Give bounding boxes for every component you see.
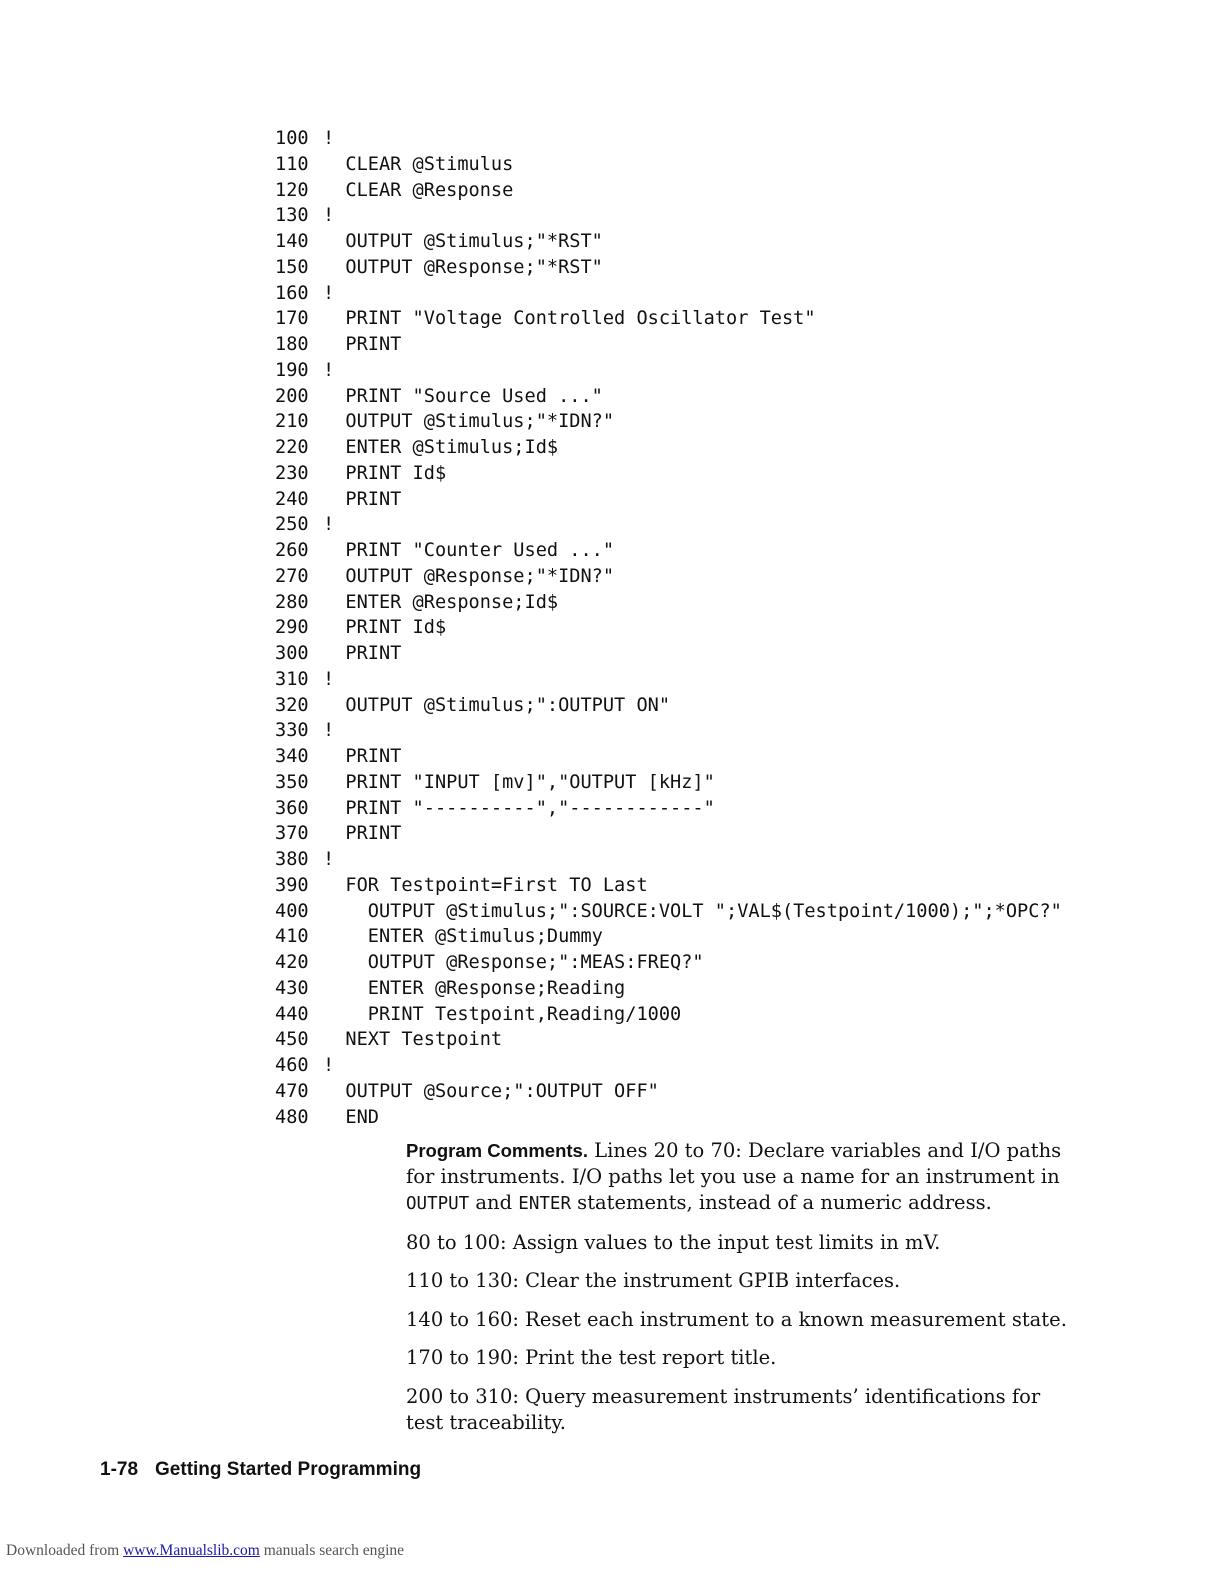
code-statement: ENTER @Response;Reading [323,977,626,999]
code-statement: ! [323,1055,335,1076]
code-statement: ! [323,205,335,227]
code-statement: PRINT "Counter Used ..." [323,540,615,561]
line-number: 300 [275,643,309,664]
line-number: 240 [275,488,309,510]
comment-keyword: OUTPUT [406,1194,470,1214]
code-statement: NEXT Testpoint [323,1029,503,1051]
line-number: 400 [275,900,309,922]
line-number: 330 [275,720,309,742]
code-line [275,306,1175,332]
code-line [275,641,1175,667]
code-line [275,1105,1175,1131]
line-number: 450 [275,1029,309,1051]
code-line [275,590,1175,616]
code-line [275,693,1175,719]
code-line [275,281,1175,307]
code-line [275,1002,1175,1028]
line-number: 340 [275,746,309,767]
code-line [275,924,1175,950]
comment-text: statements, instead of a numeric address. [570,1191,992,1214]
code-line [275,358,1175,384]
line-number: 460 [275,1055,309,1076]
comment-keyword: ENTER [518,1194,571,1214]
code-statement: FOR Testpoint=First TO Last [323,874,648,896]
code-statement: PRINT "Voltage Controlled Oscillator Test" [323,308,816,330]
code-line [275,796,1175,822]
line-number: 220 [275,437,309,458]
line-number: 370 [275,823,309,845]
code-statement: OUTPUT @Response;"*IDN?" [323,565,615,587]
line-number: 260 [275,540,309,561]
code-statement: ENTER @Stimulus;Id$ [323,437,559,458]
code-statement: PRINT [323,823,402,845]
line-number: 160 [275,282,309,304]
line-number: 350 [275,771,309,793]
code-line [275,487,1175,513]
code-statement: PRINT "Source Used ..." [323,385,603,407]
code-line [275,126,1175,152]
line-number: 470 [275,1080,309,1102]
download-prefix: Downloaded from [6,1542,124,1559]
code-statement: PRINT Id$ [323,617,447,639]
comment-text: Lines 20 to 70: Declare variables and I/O paths for instruments. I/O paths let you use a name for an instrument in [406,1139,1062,1188]
line-number: 100 [275,128,309,149]
code-line [275,255,1175,281]
code-line [275,203,1175,229]
comment-item: 110 to 130: Clear the instrument GPIB interfaces. [406,1269,901,1292]
code-statement: PRINT "INPUT [mv]","OUTPUT [kHz]" [323,771,715,793]
code-line [275,821,1175,847]
code-statement: ! [323,359,335,381]
comment-item: 170 to 190: Print the test report title. [406,1346,777,1369]
code-line [275,384,1175,410]
code-statement: ! [323,720,335,742]
code-line [275,512,1175,538]
code-line [275,744,1175,770]
manualslib-link[interactable]: www.Manualslib.com [123,1542,260,1559]
program-listing [275,126,1175,1130]
code-statement: OUTPUT @Stimulus;":SOURCE:VOLT ";VAL$(Testpoint/1000);";*OPC?" [323,900,1062,922]
code-statement: ENTER @Response;Id$ [323,591,559,613]
code-line [275,1027,1175,1053]
code-line [275,1053,1175,1079]
line-number: 360 [275,797,309,819]
line-number: 190 [275,359,309,381]
line-number: 170 [275,308,309,330]
line-number: 290 [275,617,309,639]
download-note [6,1542,404,1560]
comment-text: and [469,1191,519,1214]
code-statement: PRINT Testpoint,Reading/1000 [323,1003,682,1025]
code-line [275,976,1175,1002]
line-number: 130 [275,205,309,227]
comment-item: 140 to 160: Reset each instrument to a known measurement state. [406,1307,1067,1331]
line-number: 310 [275,668,309,690]
code-statement: CLEAR @Response [323,179,514,201]
comment-item: 200 to 310: Query measurement instruments’ identifications for test traceability. [406,1384,1041,1434]
code-statement: OUTPUT @Response;":MEAS:FREQ?" [323,952,704,973]
code-line [275,435,1175,461]
line-number: 270 [275,565,309,587]
code-line [275,950,1175,976]
section-title: Getting Started Programming [155,1459,422,1480]
code-statement: CLEAR @Stimulus [323,153,514,175]
code-line [275,847,1175,873]
comment-intro [406,1138,1076,1217]
line-number: 380 [275,849,309,870]
program-comments [406,1138,1076,1448]
code-line [275,667,1175,693]
line-number: 280 [275,591,309,613]
code-line [275,873,1175,899]
code-line [275,332,1175,358]
code-statement: PRINT [323,334,402,355]
code-statement: PRINT [323,643,402,664]
line-number: 390 [275,874,309,896]
code-statement: OUTPUT @Response;"*RST" [323,256,603,278]
code-line [275,1079,1175,1105]
code-line [275,538,1175,564]
code-statement: ! [323,668,335,690]
code-statement: ! [323,282,335,304]
comment-heading: Program Comments. [406,1140,588,1161]
line-number: 210 [275,411,309,433]
code-line [275,899,1175,925]
line-number: 320 [275,694,309,716]
line-number: 250 [275,514,309,536]
code-line [275,152,1175,178]
line-number: 410 [275,926,309,948]
line-number: 150 [275,256,309,278]
code-line [275,770,1175,796]
code-statement: PRINT Id$ [323,462,447,484]
code-statement: ENTER @Stimulus;Dummy [323,926,603,948]
code-statement: ! [323,849,335,870]
download-suffix: manuals search engine [259,1542,405,1559]
comment-item: 80 to 100: Assign values to the input test limits in mV. [406,1230,941,1254]
code-statement: END [323,1106,379,1128]
code-statement: OUTPUT @Stimulus;":OUTPUT ON" [323,694,671,716]
code-line [275,615,1175,641]
line-number: 480 [275,1106,309,1128]
page-number: 1-78 [100,1459,139,1480]
code-line [275,409,1175,435]
code-statement: PRINT "----------","------------" [323,797,715,819]
line-number: 110 [275,153,309,175]
line-number: 140 [275,231,309,252]
code-statement: OUTPUT @Stimulus;"*RST" [323,231,603,252]
code-line [275,461,1175,487]
line-number: 440 [275,1003,309,1025]
code-statement: PRINT [323,488,402,510]
line-number: 120 [275,179,309,201]
code-line [275,229,1175,255]
line-number: 420 [275,952,309,973]
code-statement: OUTPUT @Stimulus;"*IDN?" [323,411,615,433]
line-number: 430 [275,977,309,999]
code-line [275,564,1175,590]
code-line [275,718,1175,744]
code-line [275,178,1175,204]
line-number: 230 [275,462,309,484]
page-footer [100,1459,421,1481]
code-statement: ! [323,128,335,149]
code-statement: PRINT [323,746,402,767]
line-number: 200 [275,385,309,407]
code-statement: OUTPUT @Source;":OUTPUT OFF" [323,1080,659,1102]
code-statement: ! [323,514,335,536]
line-number: 180 [275,334,309,355]
